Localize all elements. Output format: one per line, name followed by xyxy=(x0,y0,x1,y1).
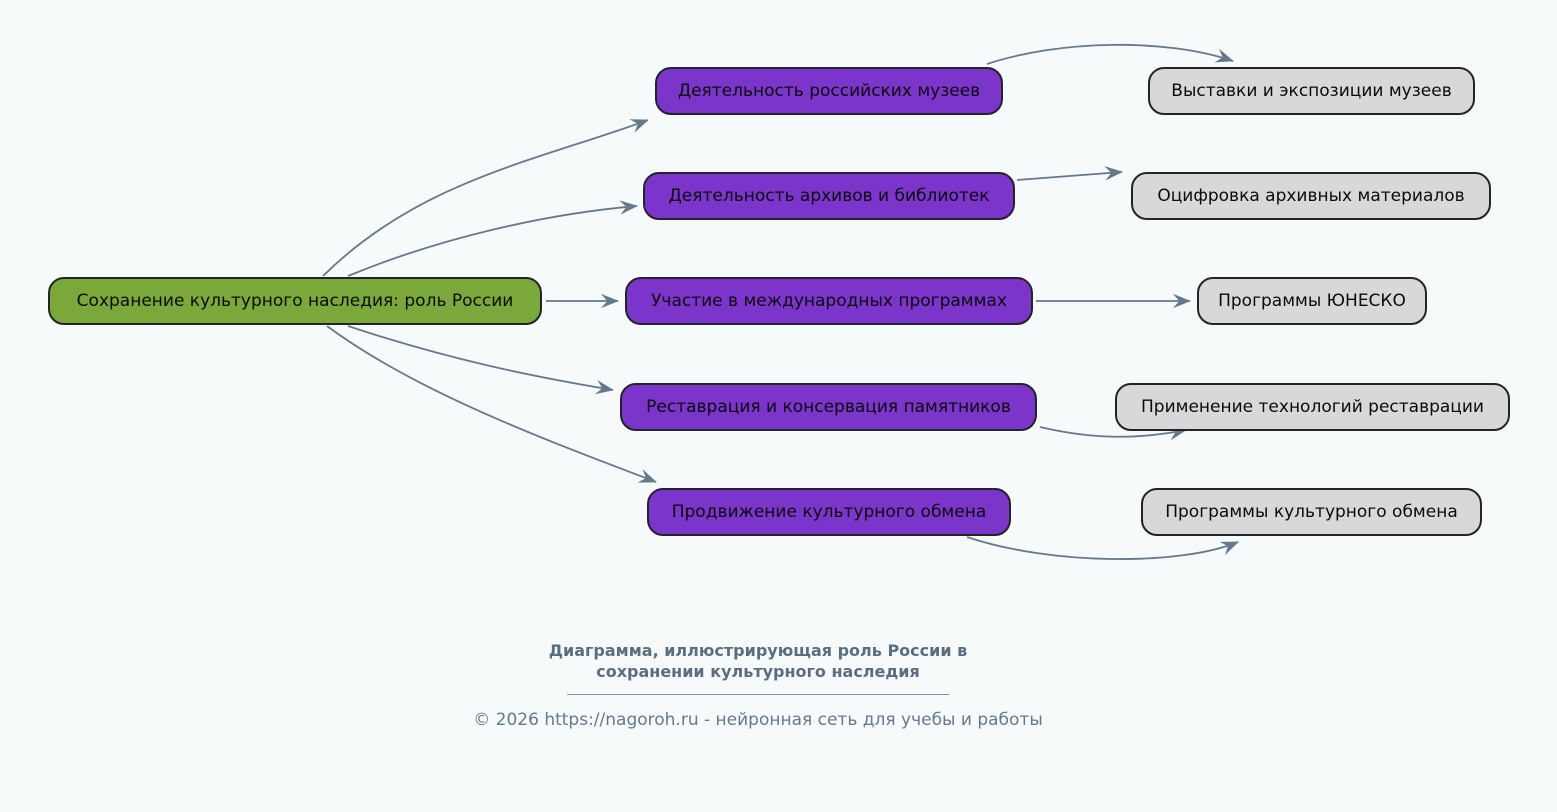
branch-node-restoration: Реставрация и консервация памятников xyxy=(620,383,1037,431)
leaf-node-exhibitions: Выставки и экспозиции музеев xyxy=(1148,67,1475,115)
edge-branch2-leaf2 xyxy=(1017,172,1122,180)
root-node: Сохранение культурного наследия: роль России xyxy=(48,277,542,325)
branch-node-museums: Деятельность российских музеев xyxy=(655,67,1003,115)
branch-node-exchange: Продвижение культурного обмена xyxy=(647,488,1011,536)
leaf-node-unesco: Программы ЮНЕСКО xyxy=(1197,277,1427,325)
leaf-node-technologies: Применение технологий реставрации xyxy=(1115,383,1510,431)
branch-node-archives: Деятельность архивов и библиотек xyxy=(643,172,1015,220)
caption-title-line2: сохранении культурного наследия xyxy=(596,662,920,681)
edge-branch5-leaf5 xyxy=(967,537,1238,559)
edge-root-branch1 xyxy=(323,120,648,276)
footer-credit: © 2026 https://nagoroh.ru - нейронная сеть для учебы и работы xyxy=(473,710,1043,730)
caption-title-line1: Диаграмма, иллюстрирующая роль России в xyxy=(548,641,968,660)
caption-block xyxy=(473,640,1043,730)
leaf-node-exchange-programs: Программы культурного обмена xyxy=(1141,488,1482,536)
edge-branch1-leaf1 xyxy=(987,45,1233,64)
edge-root-branch4 xyxy=(348,326,613,390)
edge-root-branch2 xyxy=(348,206,637,276)
edge-root-branch5 xyxy=(327,326,656,482)
leaf-node-digitization: Оцифровка архивных материалов xyxy=(1131,172,1491,220)
caption-divider xyxy=(567,694,949,695)
branch-node-programs: Участие в международных программах xyxy=(625,277,1033,325)
